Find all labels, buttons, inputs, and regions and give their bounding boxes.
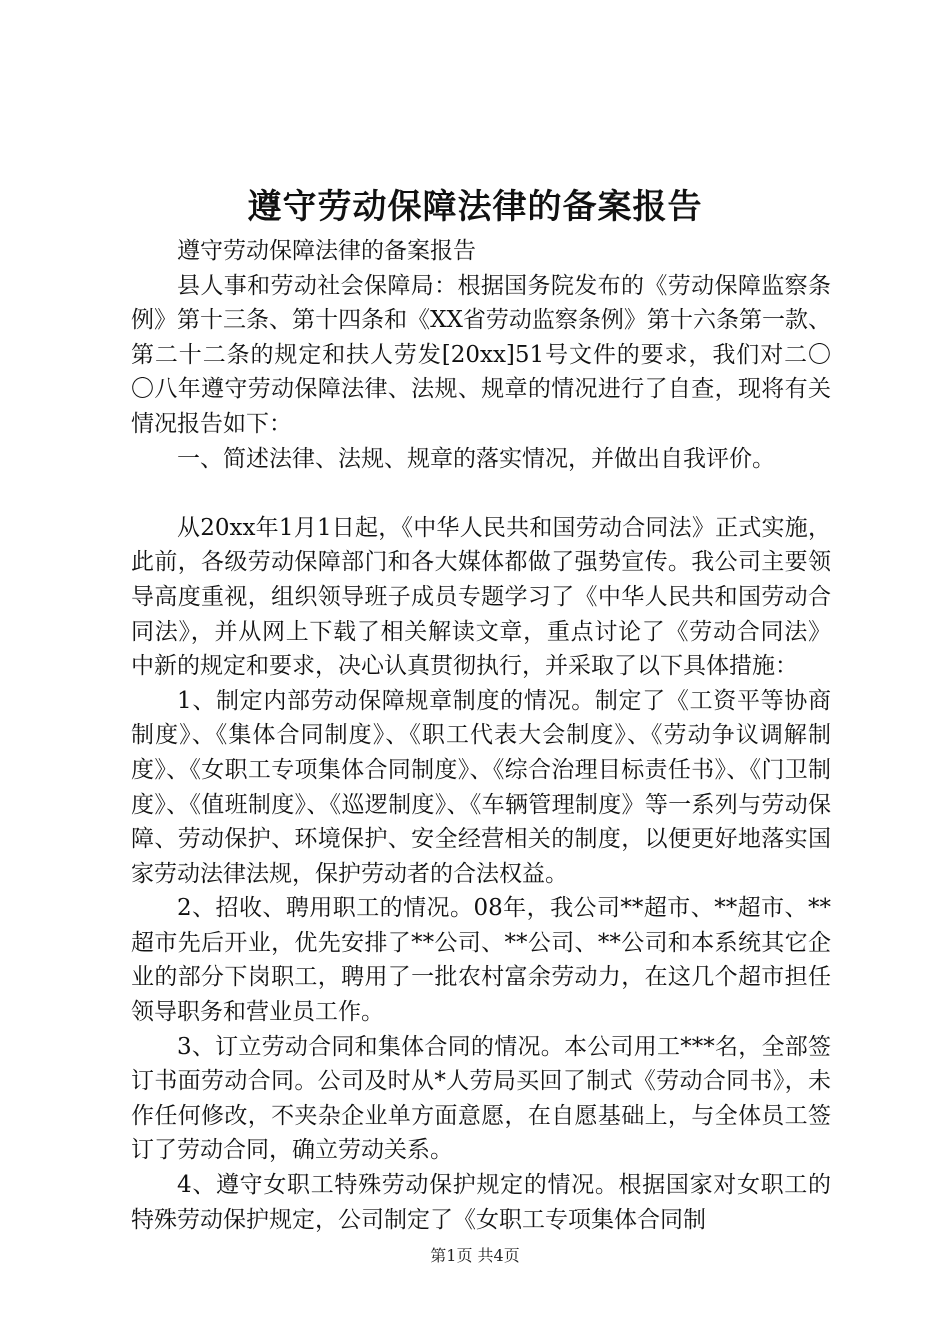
paragraph-intro: 县人事和劳动社会保障局：根据国务院发布的《劳动保障监察条例》第十三条、第十四条和《XX省劳动监察条例》第十六条第一款、第二十二条的规定和扶人劳发[20xx]51号文件的要求，我们对二〇〇八年遵守劳动保障法律、法规、规章的情况进行了自查，现将有关情况报告如下： bbox=[131, 272, 831, 437]
paragraph-background: 从20xx年1月1日起，《中华人民共和国劳动合同法》正式实施，此前，各级劳动保障部门和各大媒体都做了强势宣传。我公司主要领导高度重视，组织领导班子成员专题学习了《中华人民共和国劳动合同法》，并从网上下载了相关解读文章，重点讨论了《劳动合同法》中新的规定和要求，决心认真贯彻执行，并采取了以下具体措施： bbox=[131, 514, 831, 680]
paragraph-item-2: 2、招收、聘用职工的情况。08年，我公司**超市、**超市、**超市先后开业，优先安排了**公司、**公司、**公司和本系统其它企业的部分下岗职工，聘用了一批农村富余劳动力，在这几个超市担任领导职务和营业员工作。 bbox=[131, 895, 831, 1026]
paragraph-subtitle: 遵守劳动保障法律的备案报告 bbox=[177, 238, 476, 264]
paragraph-section-heading: 一、简述法律、法规、规章的落实情况，并做出自我评价。 bbox=[177, 445, 775, 472]
page-footer: 第1页 共4页 bbox=[430, 1246, 520, 1265]
document-body bbox=[131, 234, 831, 1237]
document-title: 遵守劳动保障法律的备案报告 bbox=[247, 187, 703, 227]
paragraph-item-1: 1、制定内部劳动保障规章制度的情况。制定了《工资平等协商制度》、《集体合同制度》、《职工代表大会制度》、《劳动争议调解制度》、《女职工专项集体合同制度》、《综合治理目标责任书》、《门卫制度》、《值班制度》、《巡逻制度》、《车辆管理制度》等一系列与劳动保障、劳动保护、环境保护、安全经营相关的制度，以便更好地落实国家劳动法律法规，保护劳动者的合法权益。 bbox=[131, 687, 831, 887]
paragraph-item-4: 4、遵守女职工特殊劳动保护规定的情况。根据国家对女职工的特殊劳动保护规定，公司制定了《女职工专项集体合同制 bbox=[131, 1172, 831, 1233]
paragraph-item-3: 3、订立劳动合同和集体合同的情况。本公司用工***名，全部签订书面劳动合同。公司及时从*人劳局买回了制式《劳动合同书》，未作任何修改，不夹杂企业单方面意愿，在自愿基础上，与全体员工签订了劳动合同，确立劳动关系。 bbox=[131, 1033, 831, 1164]
